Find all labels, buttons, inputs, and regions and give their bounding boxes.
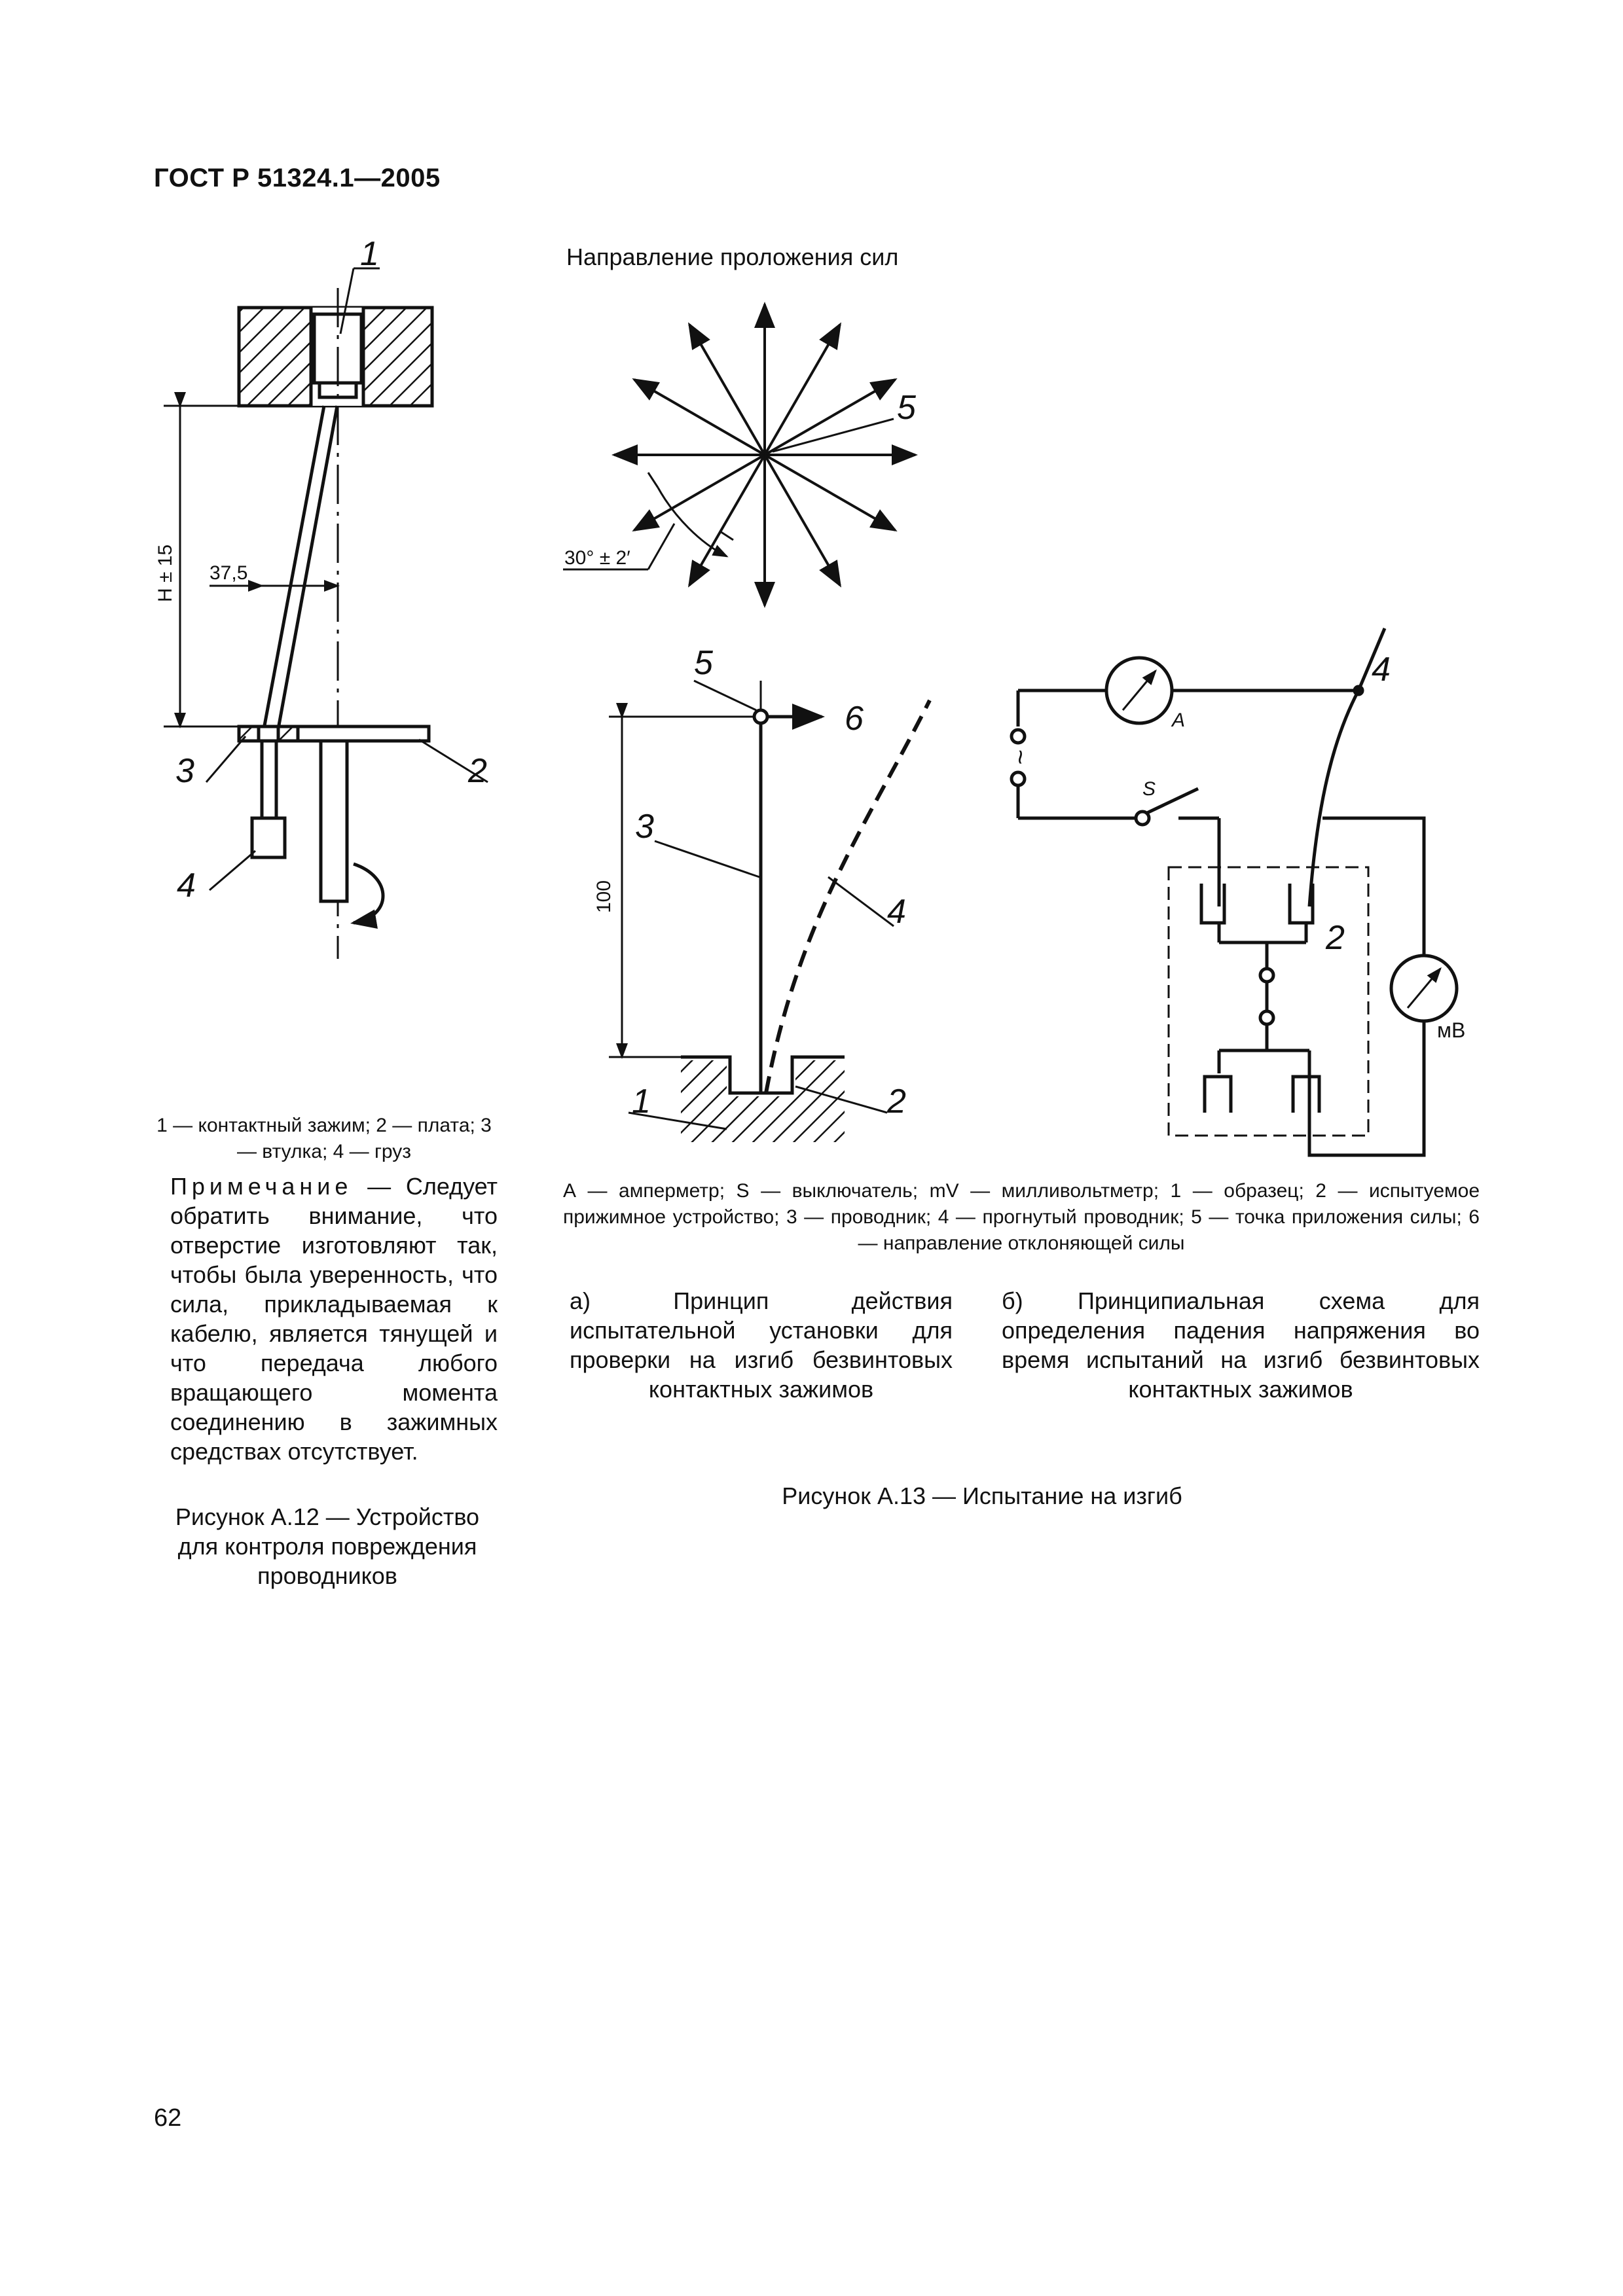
diagram-b: [1012, 628, 1457, 1155]
a12-dim-h: H ± 15: [155, 544, 176, 602]
force-direction-ray: [689, 325, 765, 455]
a12-label-3: 3: [175, 752, 194, 790]
subfigure-b-caption: б) Принципиальная схема для определения падения напряжения во время испытаний на изгиб безвинтовых контактных зажимов: [1002, 1287, 1480, 1403]
ammeter-label: A: [1172, 709, 1186, 731]
a-label-5: 5: [694, 644, 713, 682]
force-direction-ray: [765, 455, 840, 585]
document-header: ГОСТ Р 51324.1—2005: [154, 164, 441, 192]
force-direction-ray: [765, 380, 895, 455]
note-label: Примечание: [170, 1173, 353, 1200]
force-direction-title: Направление проложения сил: [566, 243, 899, 270]
page-number: 62: [154, 2104, 182, 2132]
switch-label: S: [1142, 778, 1156, 800]
note-text: — Следует обратить внимание, что отверстие изготовляют так, чтобы была уверенность, что сила, прикладываемая к кабелю, является тянущей и что передача любого вращающего момента соединению в зажимных средствах отсутствует.: [170, 1173, 498, 1465]
a-label-2: 2: [887, 1083, 906, 1121]
a-dim-100: 100: [593, 880, 615, 913]
force-direction-ray: [765, 455, 895, 530]
star-label-5: 5: [897, 389, 916, 427]
figure-a12-note: [170, 1172, 498, 1466]
millivoltmeter-label: мВ: [1437, 1018, 1466, 1042]
diagram-a: [609, 681, 930, 1142]
figure-a12-caption: Рисунок А.12 — Устройство для контроля повреждения проводников: [175, 1503, 480, 1589]
figure-a13-caption: Рисунок А.13 — Испытание на изгиб: [782, 1482, 1182, 1509]
force-direction-ray: [689, 455, 765, 585]
a12-label-1: 1: [360, 235, 379, 273]
a12-label-2: 2: [468, 752, 487, 790]
force-direction-ray: [634, 455, 765, 530]
ac-symbol: ~: [1006, 749, 1034, 765]
a12-label-4: 4: [177, 867, 196, 905]
force-direction-ray: [765, 325, 840, 455]
force-direction-star: [614, 304, 915, 605]
a12-dim-offset: 37,5: [210, 562, 248, 584]
angle-label: 30° ± 2′: [564, 547, 630, 569]
figure-a12-legend: 1 — контактный зажим; 2 — плата; 3 — втулка; 4 — груз: [156, 1115, 492, 1162]
figure-a12-drawing: [164, 268, 488, 959]
figure-a13-legend: А — амперметр; S — выключатель; mV — милливольтметр; 1 — образец; 2 — испытуемое прижимное устройство; 3 — проводник; 4 — прогнутый проводник; 5 — точка приложения силы; 6 — направление отклоняющей силы: [563, 1180, 1480, 1254]
subfigure-a-caption: а) Принцип действия испытательной установки для проверки на изгиб безвинтовых контактных зажимов: [570, 1287, 953, 1403]
a-label-4: 4: [887, 893, 906, 931]
b-label-4: 4: [1372, 651, 1391, 689]
a-label-6: 6: [845, 700, 864, 738]
b-label-2: 2: [1326, 919, 1345, 957]
a-label-1: 1: [632, 1083, 651, 1121]
a-label-3: 3: [635, 808, 654, 846]
force-direction-ray: [634, 380, 765, 455]
